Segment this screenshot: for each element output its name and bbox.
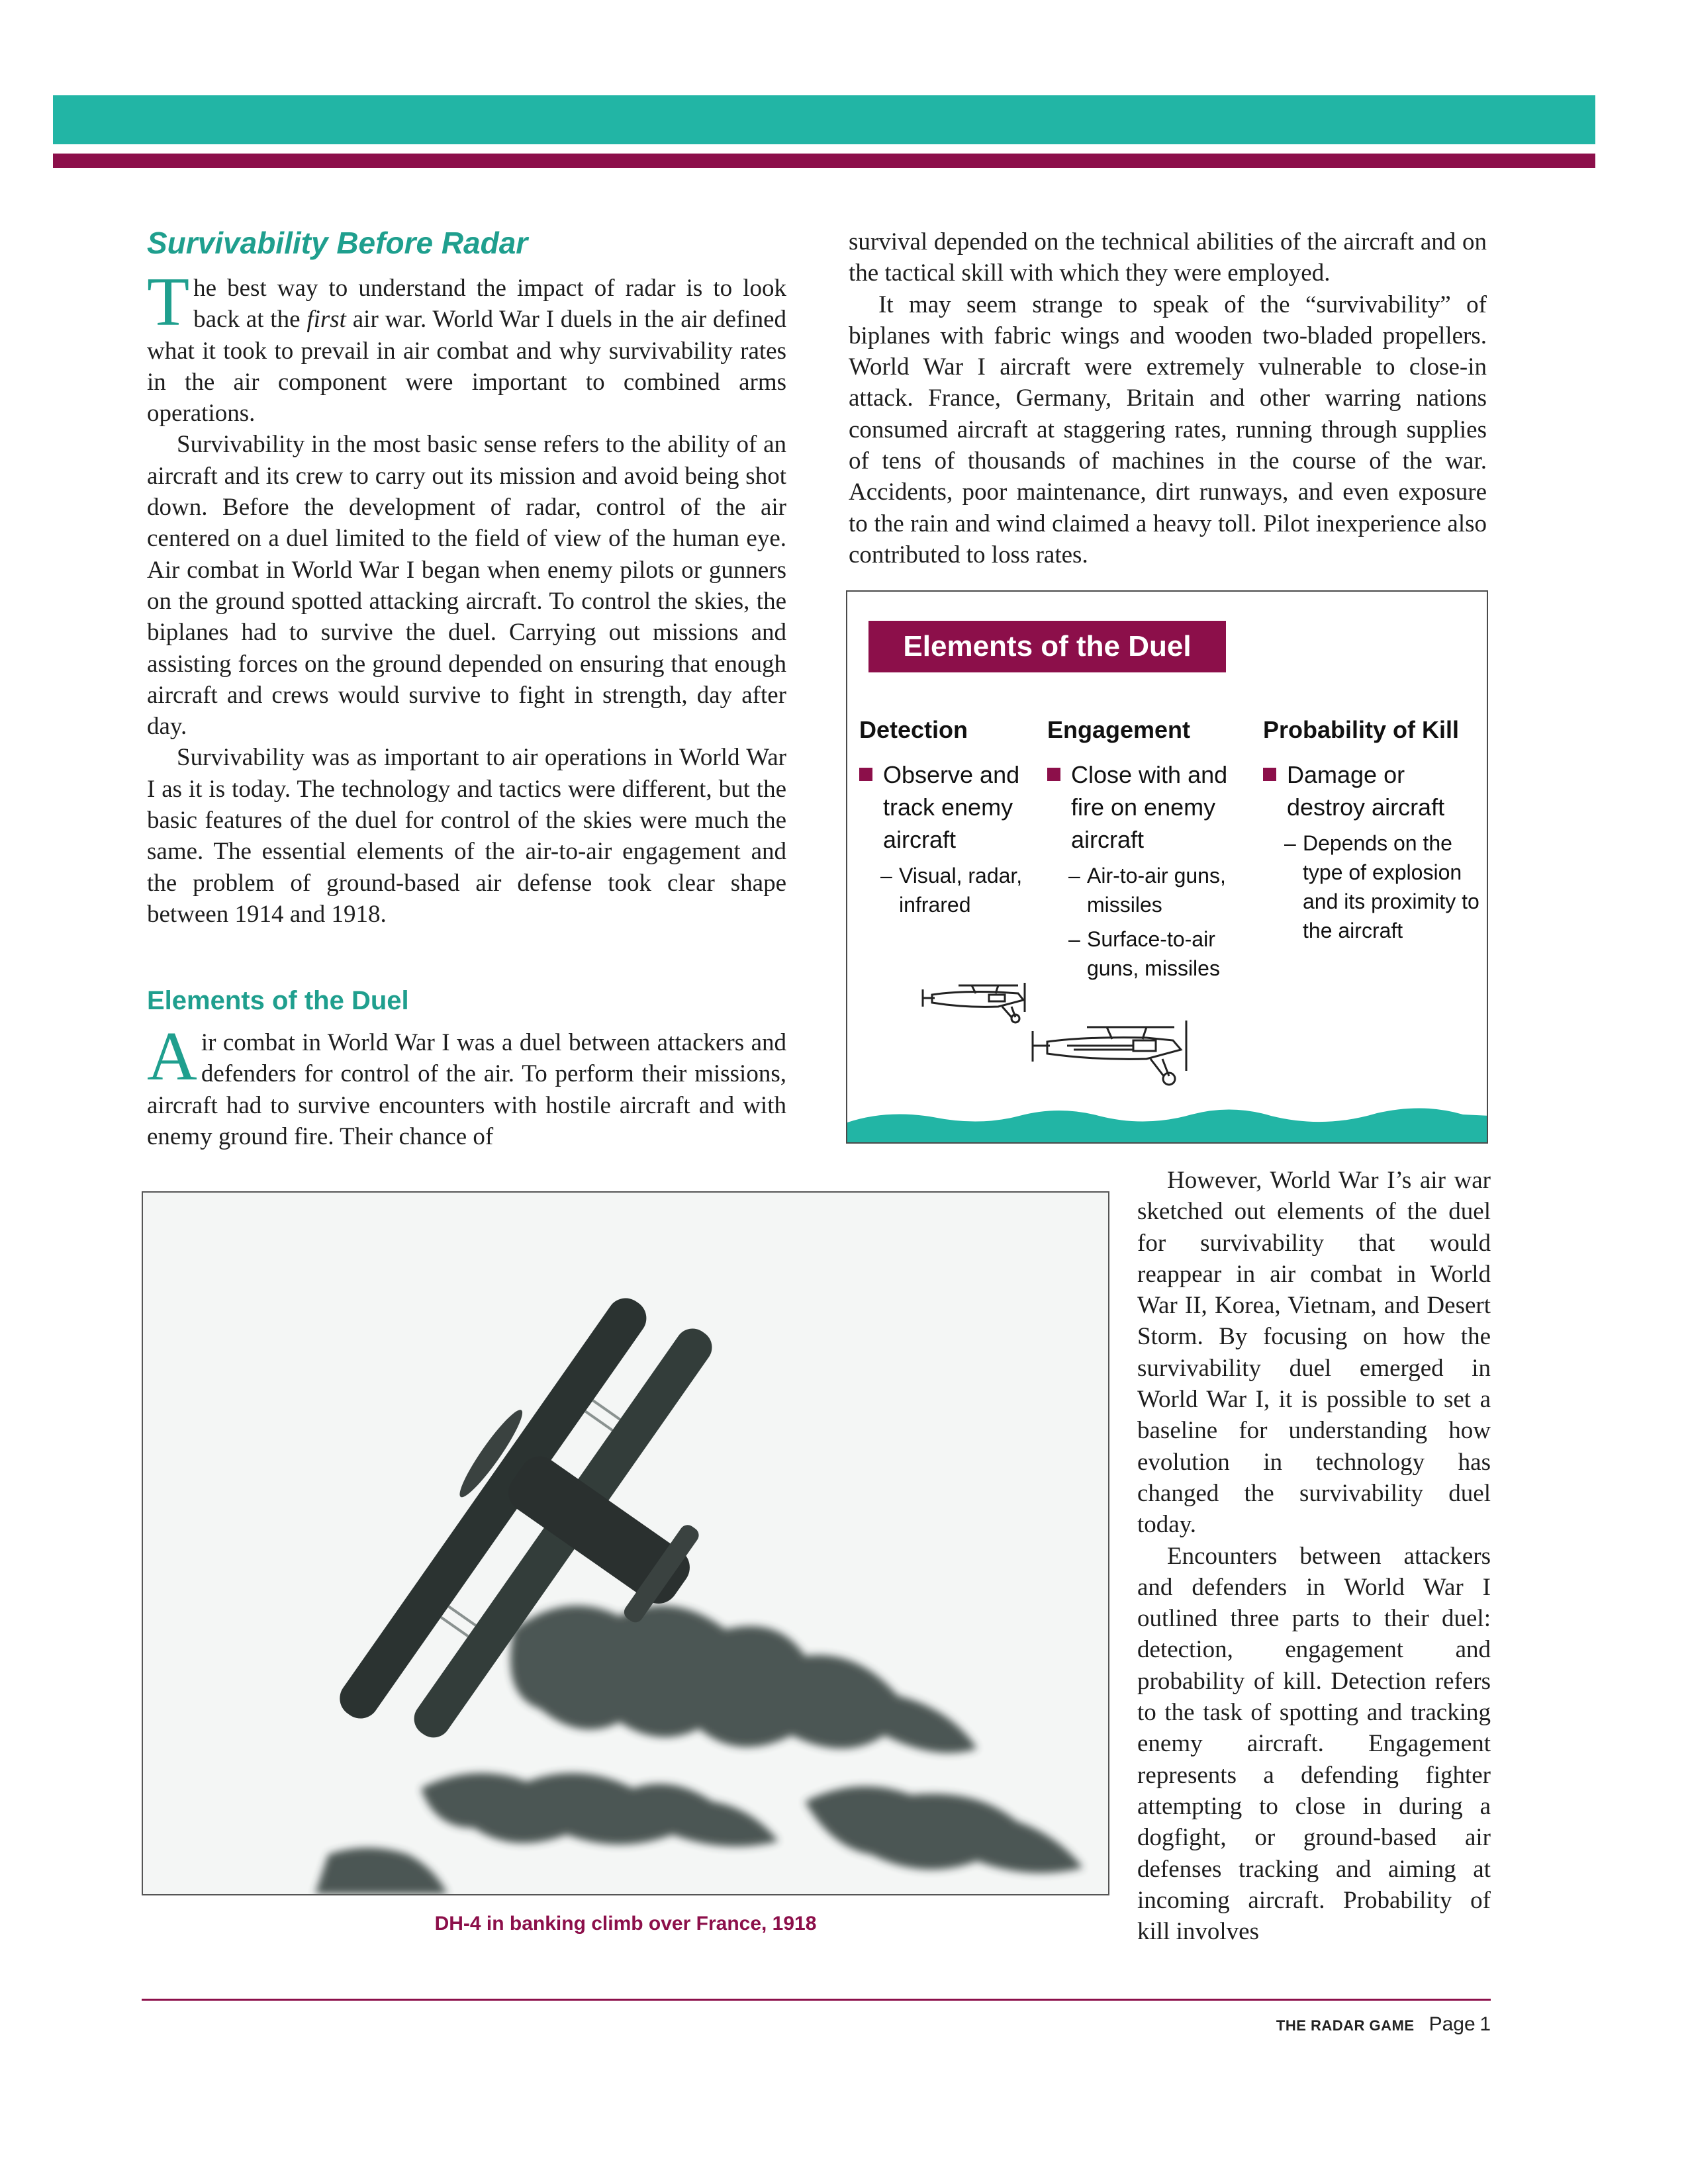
sidebar-column-heading: Detection <box>859 716 968 743</box>
paragraph: Survivability in the most basic sense refers to the ability of an aircraft and its crew to carry out its mission and avoid being shot down. Before the development of radar, control of the air centered on a duel limited to the field of view of the human eye. Air combat in World War I began when enemy pilots or gunners on the ground spotted attacking aircraft. To control the skies, the biplanes had to survive the duel. Carrying out missions and assisting forces on the ground depended on ensuring that enough aircraft and crews would survive to fight in strength, day after day. <box>147 431 786 741</box>
sidebar-item-text: Observe and track enemy aircraft <box>883 761 1020 853</box>
photo-caption: DH-4 in banking climb over France, 1918 <box>434 1913 817 1934</box>
sidebar-item <box>1263 758 1481 823</box>
text-run: he best way to understand the impact of radar is to look back at the <box>193 275 786 334</box>
sidebar-column-heading: Engagement <box>1047 716 1191 743</box>
biplane-photo <box>142 1191 1109 1895</box>
column-1-text <box>147 263 787 930</box>
section-heading-elements: Elements of the Duel <box>147 986 409 1015</box>
sidebar-column-heading: Probability of Kill <box>1263 716 1460 743</box>
paragraph <box>147 263 787 429</box>
biplane-small-icon <box>919 978 1031 1024</box>
text-run: ir combat in World War I was a duel between attackers and defenders for control of the air. To perform their missions, aircraft had to survive encounters with hostile aircraft and with enemy ground fire. Their chance of <box>147 1029 786 1150</box>
column-2-text <box>849 226 1487 570</box>
square-bullet-icon <box>1047 768 1060 781</box>
drop-cap: T <box>147 263 190 340</box>
sidebar-item <box>1047 758 1252 856</box>
dash-icon: – <box>880 864 892 887</box>
header-band-teal <box>53 95 1595 144</box>
page-label: Page <box>1429 2013 1476 2035</box>
paragraph: Encounters between attackers and defenders in World War I outlined three parts to their duel: detection, engagement and probability of kill. Detection refers to the task of spotting and tracking enemy aircraft. Engagement represents a defending fighter attempting to close in during a dogfight, or ground-based air defenses tracking and aiming at incoming aircraft. Probability of kill involves <box>1137 1542 1491 1946</box>
drop-cap: A <box>147 1017 197 1095</box>
square-bullet-icon <box>1263 768 1276 781</box>
emphasis-text: first <box>306 306 346 334</box>
sidebar-subitem <box>1263 829 1481 945</box>
sidebar-column-probability-of-kill <box>1263 716 1481 945</box>
paragraph: Survivability was as important to air operations in World War I as it is today. The technology and tactics were different, but the basic features of the duel for control of the skies were much the same. The essential elements of the air-to-air engagement and the problem of ground-based air defense took clear shape between 1914 and 1918. <box>147 744 786 928</box>
header-band-maroon <box>53 154 1595 168</box>
sidebar-subitem <box>859 861 1038 919</box>
paragraph: However, World War I’s air war sketched out elements of the duel for survivability that would reappear in air combat in World War II, Korea, Vietnam, and Desert Storm. By focusing on how the survivability duel emerged in World War I, it is possible to set a baseline for understanding how evolution in technology has changed the survivability duel today. <box>1137 1167 1491 1539</box>
column-3-text <box>1137 1165 1491 1947</box>
sidebar-subitem-text: Visual, radar, infrared <box>899 864 1023 917</box>
footer-rule <box>142 1999 1491 2001</box>
sidebar-title: Elements of the Duel <box>868 621 1226 672</box>
sidebar-column-detection <box>859 716 1038 919</box>
sidebar-subitem <box>1047 861 1252 919</box>
sidebar-subitem <box>1047 925 1252 983</box>
footer-title: THE RADAR GAME <box>1276 2017 1415 2034</box>
biplane-photo-drawing <box>143 1193 1108 1894</box>
sidebar-column-engagement <box>1047 716 1252 983</box>
sidebar-box <box>846 590 1488 1144</box>
paragraph <box>147 1017 786 1152</box>
paragraph: survival depended on the technical abilities of the aircraft and on the tactical skill with which they were employed. <box>849 228 1487 287</box>
sidebar-item-text: Close with and fire on enemy aircraft <box>1071 761 1228 853</box>
column-1-continued-text <box>147 1017 786 1152</box>
hills-decoration <box>847 1096 1488 1142</box>
square-bullet-icon <box>859 768 872 781</box>
paragraph: It may seem strange to speak of the “survivability” of biplanes with fabric wings and wooden two-bladed propellers. World War I aircraft were extremely vulnerable to close-in attack. France, Germany, Britain and other warring nations consumed aircraft at staggering rates, running through supplies of tens of thousands of machines in the course of the war. Accidents, poor maintenance, dirt runways, and even exposure to the rain and wind claimed a heavy toll. Pilot inexperience also contributed to loss rates. <box>849 291 1487 569</box>
text-run: air war. World War I duels in the air defined what it took to prevail in air combat and why survivability rates in the air component were important to combined arms operations. <box>147 306 787 428</box>
sidebar-subitem-text: Surface-to-air guns, missiles <box>1087 927 1220 980</box>
sidebar-subitem-text: Depends on the type of explosion and its proximity to the aircraft <box>1303 831 1479 942</box>
sidebar-item-text: Damage or destroy aircraft <box>1287 761 1445 821</box>
sidebar-item <box>859 758 1038 856</box>
sidebar-subitem-text: Air-to-air guns, missiles <box>1087 864 1226 917</box>
dash-icon: – <box>1068 864 1080 887</box>
dash-icon: – <box>1284 831 1296 855</box>
biplane-large-icon <box>1027 1014 1199 1087</box>
dash-icon: – <box>1068 927 1080 951</box>
page-number: 1 <box>1479 2013 1491 2035</box>
section-heading-survivability: Survivability Before Radar <box>147 226 528 260</box>
page-footer <box>1276 2013 1491 2036</box>
